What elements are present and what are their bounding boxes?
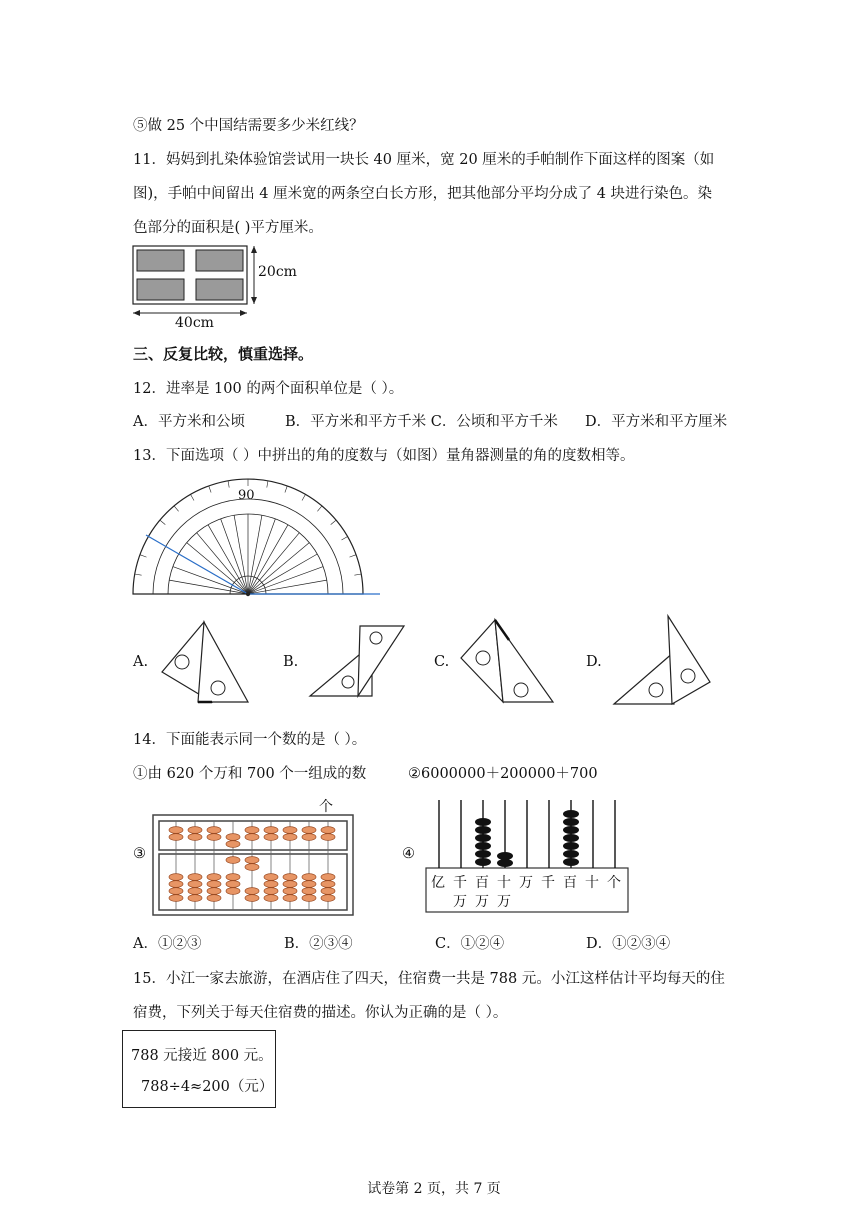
abacus-ones-label: 个	[319, 799, 333, 815]
frame-label-qian-wan: 千	[453, 875, 467, 891]
frame-label-qian: 千	[541, 875, 555, 891]
frame-label-shi: 十	[585, 875, 599, 891]
q14-stem: 14．下面能表示同一个数的是（ ）。	[133, 732, 367, 748]
q14-item4-marker: ④	[402, 846, 415, 862]
q13-option-d[interactable]: D.	[586, 654, 602, 670]
frame-label-bai-wan: 百	[475, 875, 489, 891]
frame-label-yi: 亿	[431, 875, 445, 891]
frame-label-ge: 个	[607, 875, 621, 891]
q14-option-c[interactable]: C．①②④	[435, 936, 505, 952]
protractor-90-label: 90	[238, 488, 255, 503]
q13-option-a[interactable]: A.	[133, 654, 149, 670]
q10-sub5: ⑤做 25 个中国结需要多少米红线？	[133, 118, 364, 134]
frame-label-wan: 万	[519, 875, 533, 891]
triangle-set-d[interactable]	[610, 612, 716, 710]
q14-option-b[interactable]: B．②③④	[284, 936, 353, 952]
q13-option-c[interactable]: C.	[434, 654, 450, 670]
q13-option-b[interactable]: B.	[283, 654, 299, 670]
abacus-figure	[152, 814, 354, 916]
q15-box-line2: 788÷4≈200（元）	[141, 1079, 274, 1095]
triangle-set-a[interactable]	[154, 618, 254, 710]
page-footer: 试卷第 2 页，共 7 页	[367, 1181, 501, 1197]
q11-line3: 色部分的面积是( )平方厘米。	[133, 220, 323, 236]
q15-box-line1: 788 元接近 800 元。	[131, 1048, 273, 1064]
frame-label-bai: 百	[563, 875, 577, 891]
q15-line1: 15．小江一家去旅游，在酒店住了四天，住宿费一共是 788 元。小江这样估计平均每天的住	[133, 971, 725, 987]
q14-option-a[interactable]: A．①②③	[133, 936, 202, 952]
section3-title: 三、反复比较，慎重选择。	[133, 345, 314, 363]
q15-estimate-box	[122, 1030, 276, 1108]
fig-width-label: 40cm	[175, 315, 214, 331]
q12-option-b[interactable]: B．平方米和平方千米 C．公顷和平方千米	[285, 414, 558, 430]
q12-option-a[interactable]: A．平方米和公顷	[133, 414, 245, 430]
fig-height-label: 20cm	[258, 264, 297, 280]
q11-line1: 11．妈妈到扎染体验馆尝试用一块长 40 厘米，宽 20 厘米的手帕制作下面这样的图案（如	[133, 152, 715, 168]
q11-line2: 图)，手帕中间留出 4 厘米宽的两条空白长方形，把其他部分平均分成了 4 块进行染色。染	[133, 186, 713, 202]
q14-item3-marker: ③	[133, 846, 146, 862]
q14-item2: ②6000000＋200000＋700	[408, 766, 598, 782]
frame-label-wan-3: 万	[475, 894, 489, 910]
protractor-figure	[128, 470, 388, 602]
triangle-set-b[interactable]	[306, 622, 410, 702]
q12-stem: 12．进率是 100 的两个面积单位是（ ）。	[133, 381, 404, 397]
q12-option-d[interactable]: D．平方米和平方厘米	[585, 414, 728, 430]
frame-label-wan-2: 万	[453, 894, 467, 910]
q14-item1: ①由 620 个万和 700 个一组成的数	[133, 766, 367, 782]
handkerchief-figure	[128, 240, 308, 332]
q14-option-d[interactable]: D．①②③④	[586, 936, 671, 952]
q15-line2: 宿费，下列关于每天住宿费的描述。你认为正确的是（ ）。	[133, 1005, 508, 1021]
frame-label-wan-4: 万	[497, 894, 511, 910]
frame-label-shi-wan: 十	[497, 875, 511, 891]
q13-stem: 13．下面选项（ ）中拼出的角的度数与（如图）量角器测量的角的度数相等。	[133, 448, 635, 464]
triangle-set-c[interactable]	[455, 616, 559, 710]
